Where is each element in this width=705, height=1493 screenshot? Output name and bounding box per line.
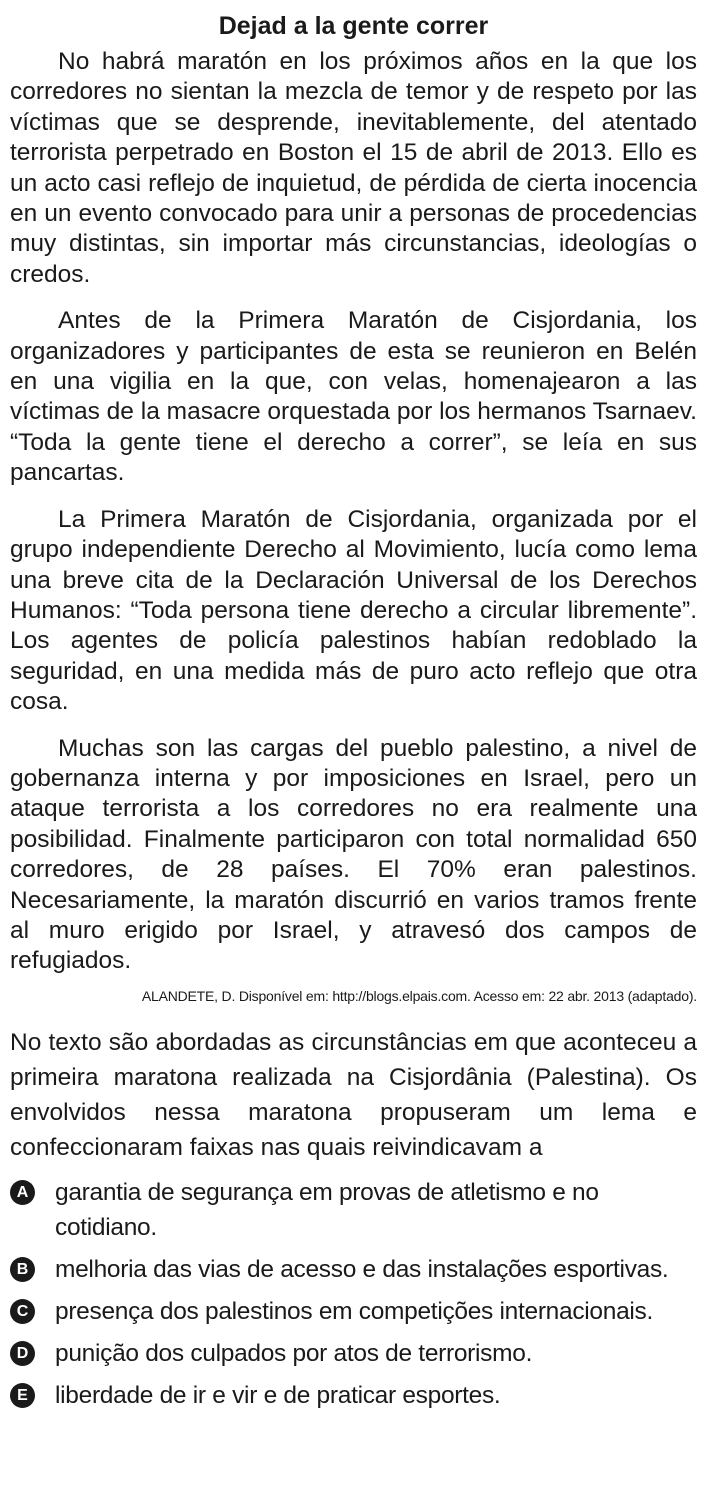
option-b-text: melhoria das vias de acesso e das instalações esportivas. bbox=[55, 1255, 669, 1283]
article-source-citation: ALANDETE, D. Disponível em: http://blogs.elpais.com. Acesso em: 22 abr. 2013 (adaptado). bbox=[141, 987, 697, 1004]
article-title: Dejad a la gente correr bbox=[218, 12, 489, 40]
option-a-text: garantia de segurança em provas de atletismo e no cotidiano. bbox=[55, 1178, 599, 1241]
exam-page bbox=[10, 0, 697, 1420]
article-paragraph-1: No habrá maratón en los próximos años en la que los corredores no sientan la mezcla de temor y de respeto por las víctimas que se desprende, inevitablemente, del atentado terrorista perpetrado en Boston el 15 de abril de 2013. Ello es un acto casi reflejo de inquietud, de pérdida de cierta inocencia en un evento convocado para unir a personas de procedencias muy distintas, sin importar más circunstancias, ideologías o credos. bbox=[10, 48, 697, 288]
article-paragraph-2: Antes de la Primera Maratón de Cisjordania, los organizadores y participantes de esta se reunieron en Belén en una vigilia en la que, con velas, homenajearon a las víctimas de la masacre orquestada por los hermanos Tsarnaev. “Toda la gente tiene el derecho a correr”, se leía en sus pancartas. bbox=[10, 307, 697, 487]
option-e-text: liberdade de ir e vir e de praticar esportes. bbox=[55, 1381, 501, 1409]
option-d-text: punição dos culpados por atos de terrorismo. bbox=[55, 1339, 533, 1367]
option-a-letter-icon: A bbox=[10, 1180, 35, 1205]
option-b-letter-icon: B bbox=[10, 1257, 35, 1282]
option-d-letter-icon: D bbox=[10, 1341, 35, 1366]
option-e[interactable] bbox=[10, 1378, 697, 1413]
article-paragraph-4: Muchas son las cargas del pueblo palestino, a nivel de gobernanza interna y por imposiciones en Israel, pero un ataque terrorista a los corredores no era realmente una posibilidad. Finalmente participaron con total normalidad 650 corredores, de 28 países. El 70% eran palestinos. Necesariamente, la maratón discurrió en varios tramos frente al muro erigido por Israel, y atravesó dos campos de refugiados. bbox=[10, 734, 697, 975]
option-d[interactable] bbox=[10, 1336, 697, 1371]
option-b[interactable] bbox=[10, 1252, 697, 1287]
article-paragraph-3: La Primera Maratón de Cisjordania, organizada por el grupo independiente Derecho al Movimiento, lucía como lema una breve cita de la Declaración Universal de los Derechos Humanos: “Toda persona tiene derecho a circular libremente”. Los agentes de policía palestinos habían redoblado la seguridad, en una medida más de puro acto reflejo que otra cosa. bbox=[10, 505, 697, 716]
question-stem: No texto são abordadas as circunstâncias em que aconteceu a primeira maratona realizada na Cisjordânia (Palestina). Os envolvidos nessa maratona propuseram um lema e confeccionaram faixas nas quais reivindicavam a bbox=[10, 1028, 697, 1161]
option-a[interactable] bbox=[10, 1175, 697, 1245]
option-c[interactable] bbox=[10, 1294, 697, 1329]
option-c-letter-icon: C bbox=[10, 1299, 35, 1324]
answer-options bbox=[10, 1175, 697, 1413]
option-c-text: presença dos palestinos em competições internacionais. bbox=[55, 1297, 653, 1325]
option-e-letter-icon: E bbox=[10, 1383, 35, 1408]
